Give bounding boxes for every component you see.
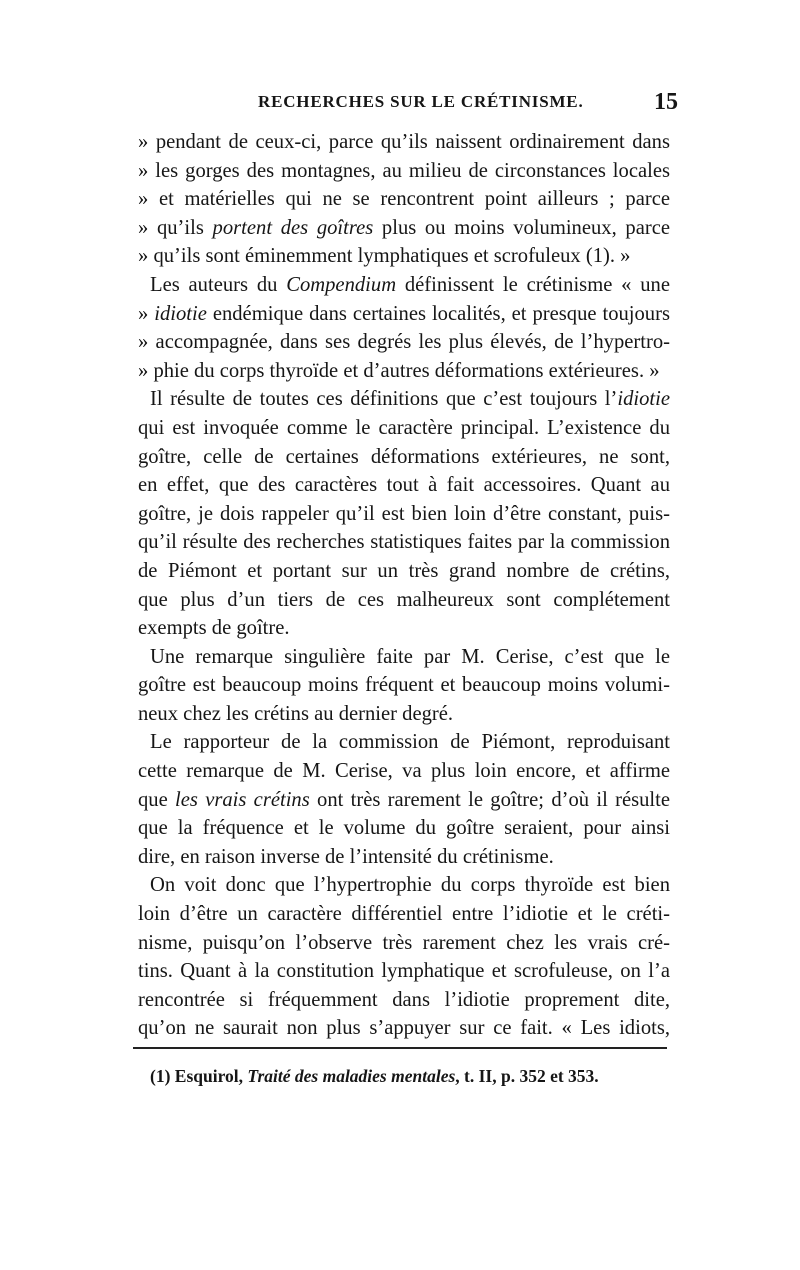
text-line <box>138 871 670 900</box>
text-run: que <box>138 788 176 811</box>
text-line <box>138 128 670 157</box>
text-line <box>138 328 670 357</box>
text-run: plus ou moins volumineux, parce <box>373 216 670 239</box>
italic-run: les vrais crétins <box>175 788 310 811</box>
text-line <box>138 471 670 500</box>
italic-run: idiotie <box>617 388 670 411</box>
text-run: nisme, puisqu’on l’observe très rarement chez les vrais cré- <box>138 931 670 954</box>
text-run: endémique dans certaines localités, et presque toujours <box>206 302 670 325</box>
text-run: » qu’ils <box>138 216 213 239</box>
text-line <box>138 700 670 729</box>
text-line <box>138 357 670 386</box>
text-run: qu’on ne saurait non plus s’appuyer sur ce fait. « Les idiots, <box>138 1017 670 1040</box>
text-run: rencontrée si fréquemment dans l’idiotie proprement dite, <box>138 988 670 1011</box>
text-run: qu’il résulte des recherches statistiques faites par la commission <box>138 531 670 554</box>
text-line <box>138 414 670 443</box>
text-run: On voit donc que l’hypertrophie du corps thyroïde est bien <box>150 874 670 897</box>
text-line <box>138 643 670 672</box>
text-run: de Piémont et portant sur un très grand nombre de crétins, <box>138 559 670 582</box>
text-run: dire, en raison inverse de l’intensité du crétinisme. <box>138 845 554 868</box>
text-run: goître est beaucoup moins fréquent et beaucoup moins volumi- <box>138 674 670 697</box>
text-line <box>138 757 670 786</box>
text-line <box>138 586 670 615</box>
text-run: neux chez les crétins au dernier degré. <box>138 702 454 725</box>
text-run: » les gorges des montagnes, au milieu de circonstances locales <box>138 159 670 182</box>
footnote-title: Traité des maladies mentales <box>247 1066 456 1086</box>
text-run: » pendant de ceux-ci, parce qu’ils naissent ordinairement dans <box>138 131 670 153</box>
text-line <box>138 671 670 700</box>
running-header <box>258 89 678 122</box>
text-run: » accompagnée, dans ses degrés les plus élevés, de l’hypertro- <box>138 331 670 354</box>
text-line <box>138 986 670 1015</box>
body-text <box>138 128 670 1043</box>
text-line <box>138 814 670 843</box>
text-run: qui est invoquée comme le caractère principal. L’existence du <box>138 416 670 439</box>
text-run: goître, celle de certaines déformations extérieures, ne sont, <box>138 445 670 468</box>
text-line <box>138 157 670 186</box>
text-line <box>138 385 670 414</box>
text-run: » et matérielles qui ne se rencontrent point ailleurs ; parce <box>138 188 670 211</box>
text-line <box>138 900 670 929</box>
text-line <box>138 214 670 243</box>
footnote <box>150 1066 670 1087</box>
footnote-marker: (1) Esquirol, <box>150 1066 248 1086</box>
footnote-rule <box>133 1047 667 1049</box>
text-line <box>138 443 670 472</box>
text-line <box>138 557 670 586</box>
italic-run: Compendium <box>286 273 397 296</box>
text-line <box>138 185 670 214</box>
text-run: ont très rarement le goître; d’où il résulte <box>309 788 670 811</box>
text-line <box>138 271 670 300</box>
text-run: Une remarque singulière faite par M. Cerise, c’est que le <box>150 645 670 668</box>
text-run: » phie du corps thyroïde et d’autres déformations extérieures. » <box>138 359 660 382</box>
text-line <box>138 300 670 329</box>
text-line <box>138 528 670 557</box>
italic-run: portent des goîtres <box>212 216 374 239</box>
page-number: 15 <box>654 89 678 115</box>
text-run: que la fréquence et le volume du goître seraient, pour ainsi <box>138 817 670 840</box>
text-run: exempts de goître. <box>138 617 290 640</box>
text-run: en effet, que des caractères tout à fait accessoires. Quant au <box>138 474 670 497</box>
text-line <box>138 1014 670 1043</box>
text-run: que plus d’un tiers de ces malheureux sont complétement <box>138 588 670 611</box>
text-line <box>138 614 670 643</box>
text-run: » qu’ils sont éminemment lymphatiques et scrofuleux (1). » <box>138 245 631 268</box>
text-run: Il résulte de toutes ces définitions que c’est toujours l’ <box>150 388 618 411</box>
running-title: RECHERCHES SUR LE CRÉTINISME. <box>258 92 584 111</box>
text-line <box>138 843 670 872</box>
italic-run: idiotie <box>154 302 207 325</box>
text-run: » <box>138 302 155 325</box>
text-line <box>138 500 670 529</box>
text-run: Les auteurs du <box>150 273 287 296</box>
text-run: définissent le crétinisme « une <box>396 273 670 296</box>
text-run: Le rapporteur de la commission de Piémont, reproduisant <box>150 731 670 754</box>
text-line <box>138 929 670 958</box>
text-line <box>138 957 670 986</box>
text-run: goître, je dois rappeler qu’il est bien loin d’être constant, puis- <box>138 502 670 525</box>
text-line <box>138 242 670 271</box>
text-line <box>138 728 670 757</box>
text-run: tins. Quant à la constitution lymphatique et scrofuleuse, on l’a <box>138 960 670 983</box>
footnote-rest: , t. II, p. 352 et 353. <box>455 1066 599 1086</box>
text-run: cette remarque de M. Cerise, va plus loin encore, et affirme <box>138 760 670 783</box>
text-line <box>138 786 670 815</box>
text-run: loin d’être un caractère différentiel entre l’idiotie et le créti- <box>138 903 670 926</box>
